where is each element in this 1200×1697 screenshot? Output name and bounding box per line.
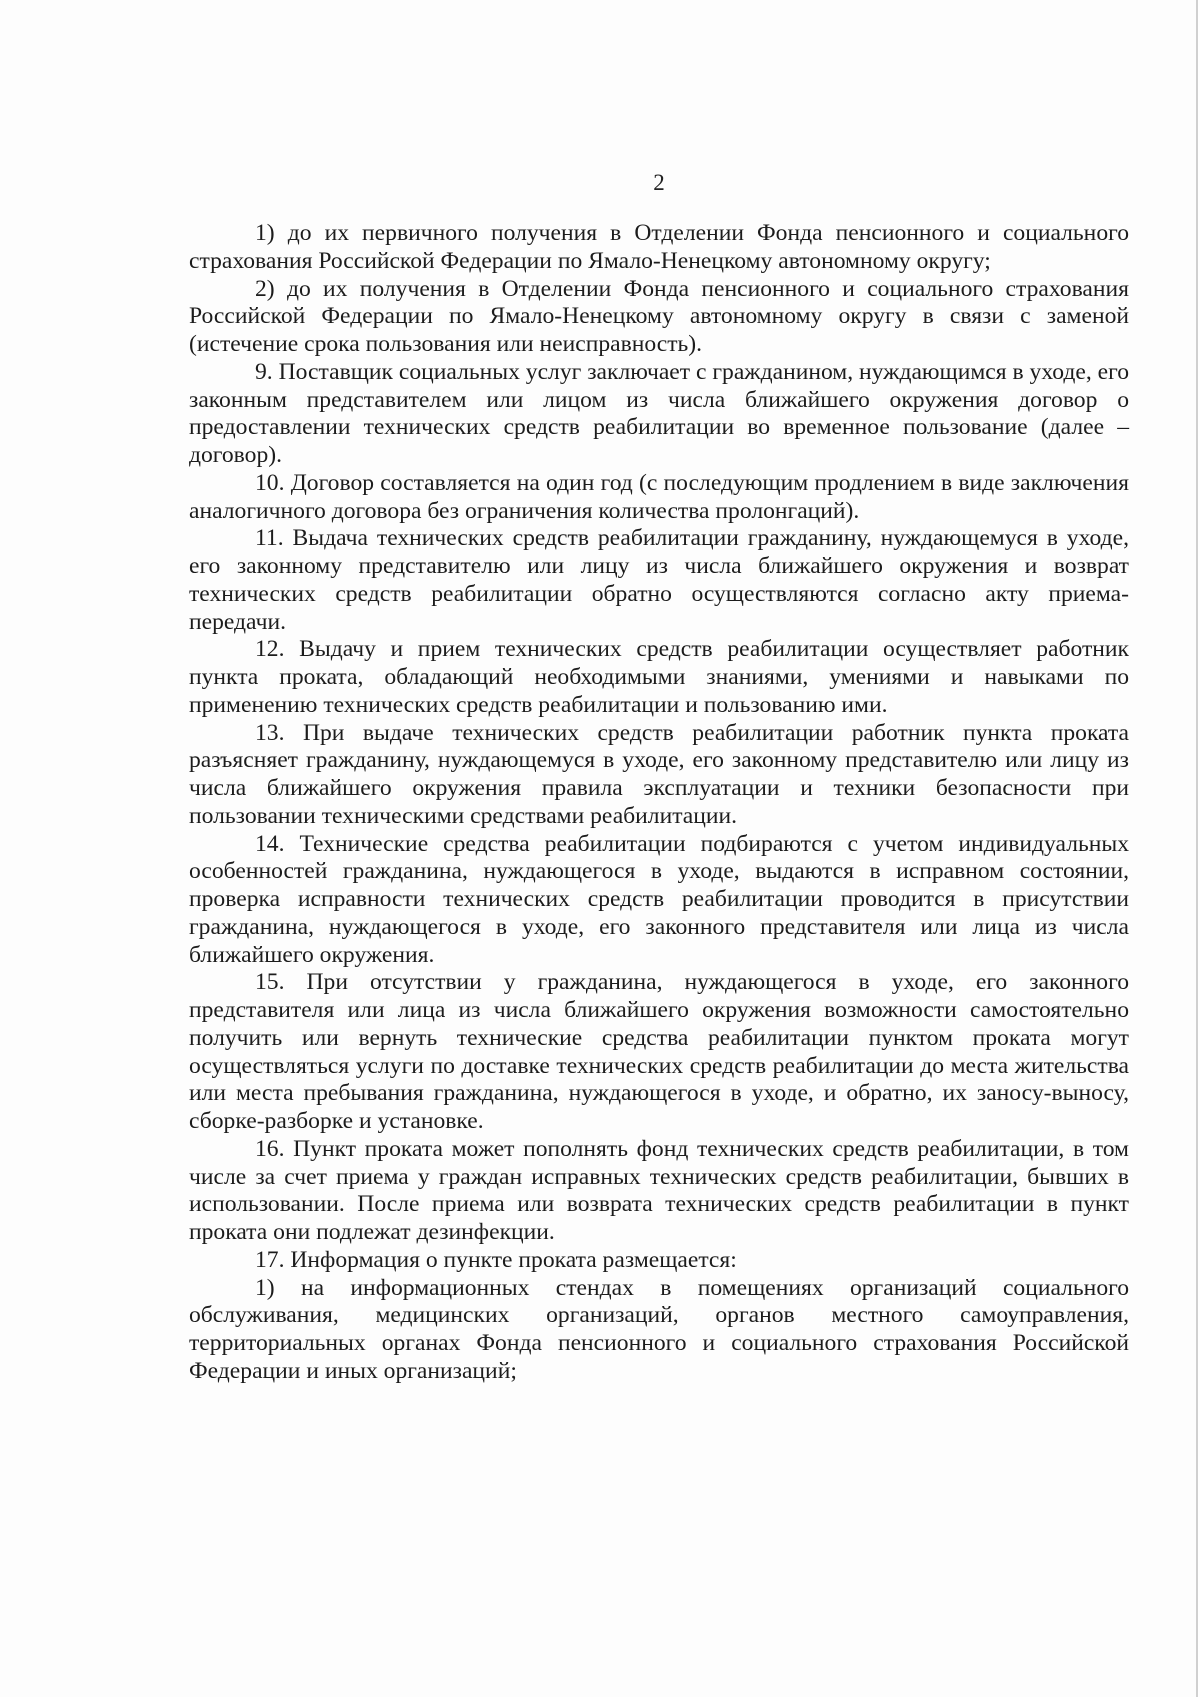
paragraph-item-9: 9. Поставщик социальных услуг заключает с гражданином, нуждающимся в уходе, его законным представителем или лицом из числа ближайшего окружения договор о предоставлении технических средств реабилитации во временное пользование (далее – договор). (189, 358, 1129, 468)
paragraph-subitem-2: 2) до их получения в Отделении Фонда пенсионного и социального страхования Российской Федерации по Ямало-Ненецкому автономному округу в связи с заменой (истечение срока пользования или неисправность). (189, 275, 1129, 357)
paragraph-item-14: 14. Технические средства реабилитации подбираются с учетом индивидуальных особенностей гражданина, нуждающегося в уходе, выдаются в исправном состоянии, проверка исправности технических средств реабилитации проводится в присутствии гражданина, нуждающегося в уходе, его законного представителя или лица из числа ближайшего окружения. (189, 830, 1129, 968)
paragraph-item-17-subitem-1: 1) на информационных стендах в помещениях организаций социального обслуживания, медицинских организаций, органов местного самоуправления, территориальных органах Фонда пенсионного и социального страхования Российской Федерации и иных организаций; (189, 1274, 1129, 1384)
paragraph-item-11: 11. Выдача технических средств реабилитации гражданину, нуждающемуся в уходе, его законному представителю или лицу из числа ближайшего окружения и возврат технических средств реабилитации обратно осуществляются согласно акту приема-передачи. (189, 525, 1129, 635)
paragraph-item-10: 10. Договор составляется на один год (с последующим продлением в виде заключения аналогичного договора без ограничения количества пролонгаций). (189, 469, 1129, 524)
paragraph-item-13: 13. При выдаче технических средств реабилитации работник пункта проката разъясняет гражданину, нуждающемуся в уходе, его законному представителю или лицу из числа ближайшего окружения правила эксплуатации и техники безопасности при пользовании техническими средствами реабилитации. (189, 719, 1129, 829)
paragraph-item-12: 12. Выдачу и прием технических средств реабилитации осуществляет работник пункта проката, обладающий необходимыми знаниями, умениями и навыками по применению технических средств реабилитации и пользованию ими. (189, 636, 1129, 718)
paragraph-item-16: 16. Пункт проката может пополнять фонд технических средств реабилитации, в том числе за счет приема у граждан исправных технических средств реабилитации, бывших в использовании. После приема или возврата технических средств реабилитации в пункт проката они подлежат дезинфекции. (189, 1135, 1129, 1245)
paragraph-subitem-1: 1) до их первичного получения в Отделении Фонда пенсионного и социального страхования Российской Федерации по Ямало-Ненецкому автономному округу; (189, 220, 1129, 274)
page-number: 2 (653, 170, 665, 195)
paragraph-item-15: 15. При отсутствии у гражданина, нуждающегося в уходе, его законного представителя или лица из числа ближайшего окружения возможности самостоятельно получить или вернуть технические средства реабилитации пунктом проката могут осуществляться услуги по доставке технических средств реабилитации до места жительства или места пребывания гражданина, нуждающегося в уходе, и обратно, их заносу-выносу, сборке-разборке и установке. (189, 969, 1129, 1134)
document-body (189, 220, 1129, 1386)
paragraph-item-17: 17. Информация о пункте проката размещается: (255, 1246, 737, 1273)
